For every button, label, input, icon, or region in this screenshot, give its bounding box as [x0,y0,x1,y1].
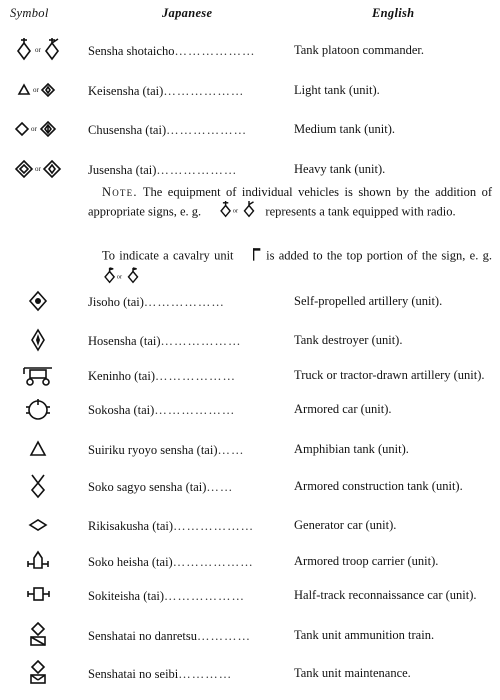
svg-text:or: or [33,86,39,94]
japanese-term: Rikisakusha (tai) [88,519,174,533]
japanese-term: Jusensha (tai) [88,163,157,177]
tank-destroyer-icon [14,327,70,353]
english-term: Armored construction tank (unit). [294,479,463,493]
japanese-term: Senshatai no danretsu [88,629,198,643]
half-track-reconnaissance-car-icon [14,582,70,608]
amphibian-tank-icon [14,436,70,462]
english-term: Armored troop carrier (unit). [294,554,439,568]
note-text-1b: represents a tank equipped with radio. [265,204,456,219]
header-symbol: Symbol [10,6,49,20]
svg-text:or: or [233,207,239,215]
japanese-term: Soko sagyo sensha (tai) [88,480,207,494]
svg-text:or: or [35,46,41,54]
tank-platoon-commander-icon [14,37,70,63]
note-text-2b: is added to the top portion of the sign, e. g. [266,248,493,263]
armored-construction-tank-icon [14,473,70,499]
note-paragraph-2 [88,246,492,290]
japanese-term: Sokosha (tai) [88,403,155,417]
english-term: Armored car (unit). [294,402,392,416]
svg-text:or: or [31,125,37,133]
english-term: Tank unit ammunition train. [294,628,435,642]
english-term: Medium tank (unit). [294,122,396,136]
english-term: Generator car (unit). [294,518,397,532]
tank-maintenance-icon [14,660,70,686]
english-term: Light tank (unit). [294,83,380,97]
note-paragraph [88,184,492,224]
english-term: Tank unit maintenance. [294,666,411,680]
english-term: Tank destroyer (unit). [294,333,403,347]
cavalry-flag-icon [238,246,262,267]
english-term: Heavy tank (unit). [294,162,386,176]
japanese-term: Soko heisha (tai) [88,555,173,569]
japanese-term: Sokiteisha (tai) [88,589,165,603]
generator-car-icon [14,512,70,538]
japanese-term: Keninho (tai) [88,369,155,383]
truck-artillery-icon [14,362,70,388]
armored-troop-carrier-icon [14,548,70,574]
japanese-term: Suiriku ryoyo sensha (tai) [88,443,218,457]
armored-car-icon [14,396,70,422]
heavy-tank-icon [14,156,70,182]
japanese-term: Chusensha (tai) [88,123,167,137]
english-term: Tank platoon commander. [294,43,424,57]
english-term: Self-propelled artillery (unit). [294,294,443,308]
note-text-2a: To indicate a cavalry unit [102,248,234,263]
medium-tank-icon [14,116,70,142]
english-term: Half-track reconnaissance car (unit). [294,588,477,602]
english-term: Amphibian tank (unit). [294,442,409,456]
header-english: English [372,6,415,20]
radio-tank-icon [204,201,262,224]
note-text-1a: The equipment of individual vehicles is shown by the addition of appropriate signs, e. g. [88,185,492,219]
ammunition-train-icon [14,622,70,648]
svg-text:or: or [116,273,123,281]
japanese-term: Hosensha (tai) [88,334,161,348]
svg-text:or: or [35,165,41,173]
cavalry-tank-icon [88,267,146,290]
note-lead: Note. [102,185,138,199]
japanese-term: Sensha shotaicho [88,44,175,58]
english-term: Truck or tractor-drawn artillery (unit). [294,368,485,382]
header-japanese: Japanese [162,6,213,20]
self-propelled-artillery-icon [14,288,70,314]
light-tank-icon [14,77,70,103]
japanese-term: Jisoho (tai) [88,295,144,309]
japanese-term: Keisensha (tai) [88,84,164,98]
japanese-term: Senshatai no seibi [88,667,179,681]
